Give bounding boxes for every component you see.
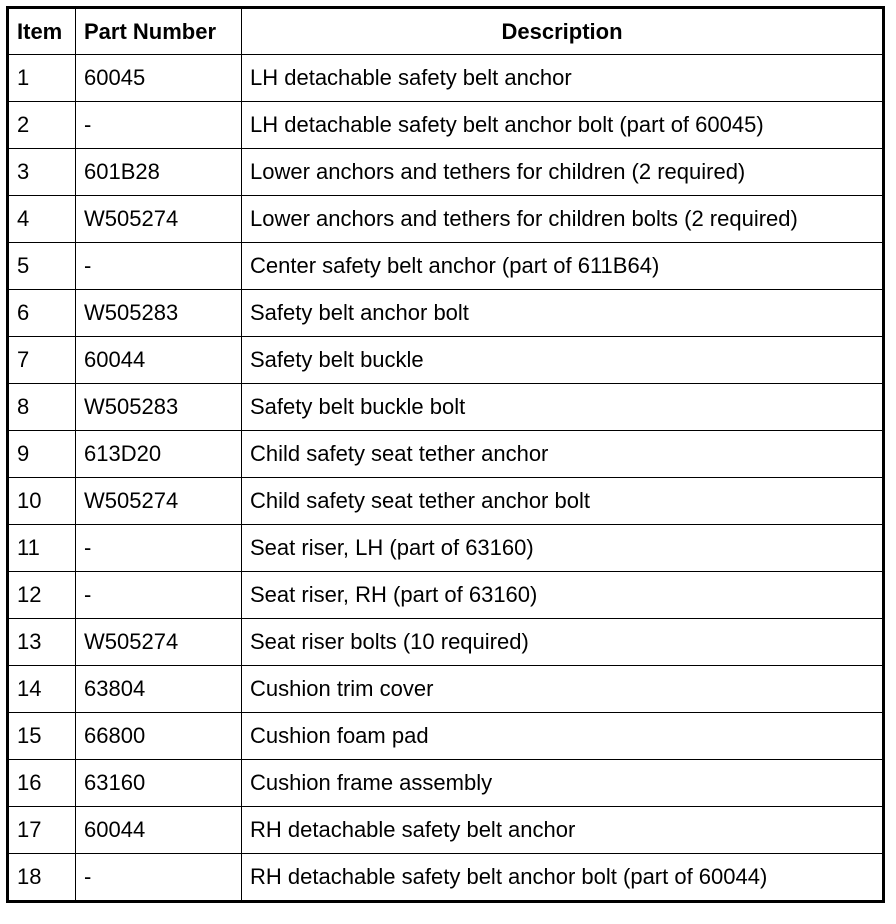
cell-description: Center safety belt anchor (part of 611B64) xyxy=(242,243,884,290)
cell-description: RH detachable safety belt anchor xyxy=(242,807,884,854)
cell-part-number: - xyxy=(76,243,242,290)
table-row xyxy=(8,478,884,525)
table-row xyxy=(8,525,884,572)
cell-part-number: 613D20 xyxy=(76,431,242,478)
cell-part-number: W505274 xyxy=(76,196,242,243)
cell-item: 6 xyxy=(8,290,76,337)
cell-part-number: W505274 xyxy=(76,478,242,525)
table-row xyxy=(8,55,884,102)
cell-part-number: - xyxy=(76,854,242,902)
table-row xyxy=(8,149,884,196)
header-description: Description xyxy=(242,8,884,55)
cell-item: 1 xyxy=(8,55,76,102)
cell-item: 13 xyxy=(8,619,76,666)
cell-description: Child safety seat tether anchor xyxy=(242,431,884,478)
cell-item: 18 xyxy=(8,854,76,902)
cell-description: Seat riser bolts (10 required) xyxy=(242,619,884,666)
cell-item: 11 xyxy=(8,525,76,572)
cell-item: 17 xyxy=(8,807,76,854)
table-row xyxy=(8,854,884,902)
table-row xyxy=(8,431,884,478)
cell-item: 16 xyxy=(8,760,76,807)
table-row xyxy=(8,572,884,619)
cell-item: 3 xyxy=(8,149,76,196)
table-row xyxy=(8,196,884,243)
header-item: Item xyxy=(8,8,76,55)
cell-item: 7 xyxy=(8,337,76,384)
cell-part-number: - xyxy=(76,572,242,619)
cell-part-number: 601B28 xyxy=(76,149,242,196)
cell-description: Seat riser, LH (part of 63160) xyxy=(242,525,884,572)
cell-description: Safety belt buckle xyxy=(242,337,884,384)
cell-part-number: 66800 xyxy=(76,713,242,760)
cell-description: Safety belt anchor bolt xyxy=(242,290,884,337)
table-row xyxy=(8,337,884,384)
table-row xyxy=(8,243,884,290)
cell-part-number: 63804 xyxy=(76,666,242,713)
cell-description: Lower anchors and tethers for children (2 required) xyxy=(242,149,884,196)
cell-description: Child safety seat tether anchor bolt xyxy=(242,478,884,525)
cell-item: 4 xyxy=(8,196,76,243)
cell-part-number: 60045 xyxy=(76,55,242,102)
cell-item: 10 xyxy=(8,478,76,525)
parts-table-container xyxy=(6,6,885,903)
cell-part-number: W505274 xyxy=(76,619,242,666)
cell-item: 15 xyxy=(8,713,76,760)
cell-part-number: 63160 xyxy=(76,760,242,807)
cell-part-number: 60044 xyxy=(76,337,242,384)
cell-description: Seat riser, RH (part of 63160) xyxy=(242,572,884,619)
header-row xyxy=(8,8,884,55)
cell-description: Lower anchors and tethers for children bolts (2 required) xyxy=(242,196,884,243)
cell-description: LH detachable safety belt anchor bolt (part of 60045) xyxy=(242,102,884,149)
cell-description: RH detachable safety belt anchor bolt (part of 60044) xyxy=(242,854,884,902)
cell-description: Cushion frame assembly xyxy=(242,760,884,807)
cell-part-number: W505283 xyxy=(76,290,242,337)
cell-item: 9 xyxy=(8,431,76,478)
cell-item: 8 xyxy=(8,384,76,431)
table-row xyxy=(8,807,884,854)
cell-description: LH detachable safety belt anchor xyxy=(242,55,884,102)
table-row xyxy=(8,102,884,149)
cell-item: 5 xyxy=(8,243,76,290)
cell-part-number: W505283 xyxy=(76,384,242,431)
cell-item: 14 xyxy=(8,666,76,713)
table-row xyxy=(8,713,884,760)
table-row xyxy=(8,760,884,807)
cell-item: 12 xyxy=(8,572,76,619)
cell-description: Cushion foam pad xyxy=(242,713,884,760)
table-row xyxy=(8,619,884,666)
cell-description: Safety belt buckle bolt xyxy=(242,384,884,431)
cell-part-number: - xyxy=(76,102,242,149)
cell-part-number: 60044 xyxy=(76,807,242,854)
cell-part-number: - xyxy=(76,525,242,572)
parts-table xyxy=(6,6,885,903)
table-row xyxy=(8,666,884,713)
table-row xyxy=(8,384,884,431)
cell-item: 2 xyxy=(8,102,76,149)
table-row xyxy=(8,290,884,337)
cell-description: Cushion trim cover xyxy=(242,666,884,713)
header-part-number: Part Number xyxy=(76,8,242,55)
